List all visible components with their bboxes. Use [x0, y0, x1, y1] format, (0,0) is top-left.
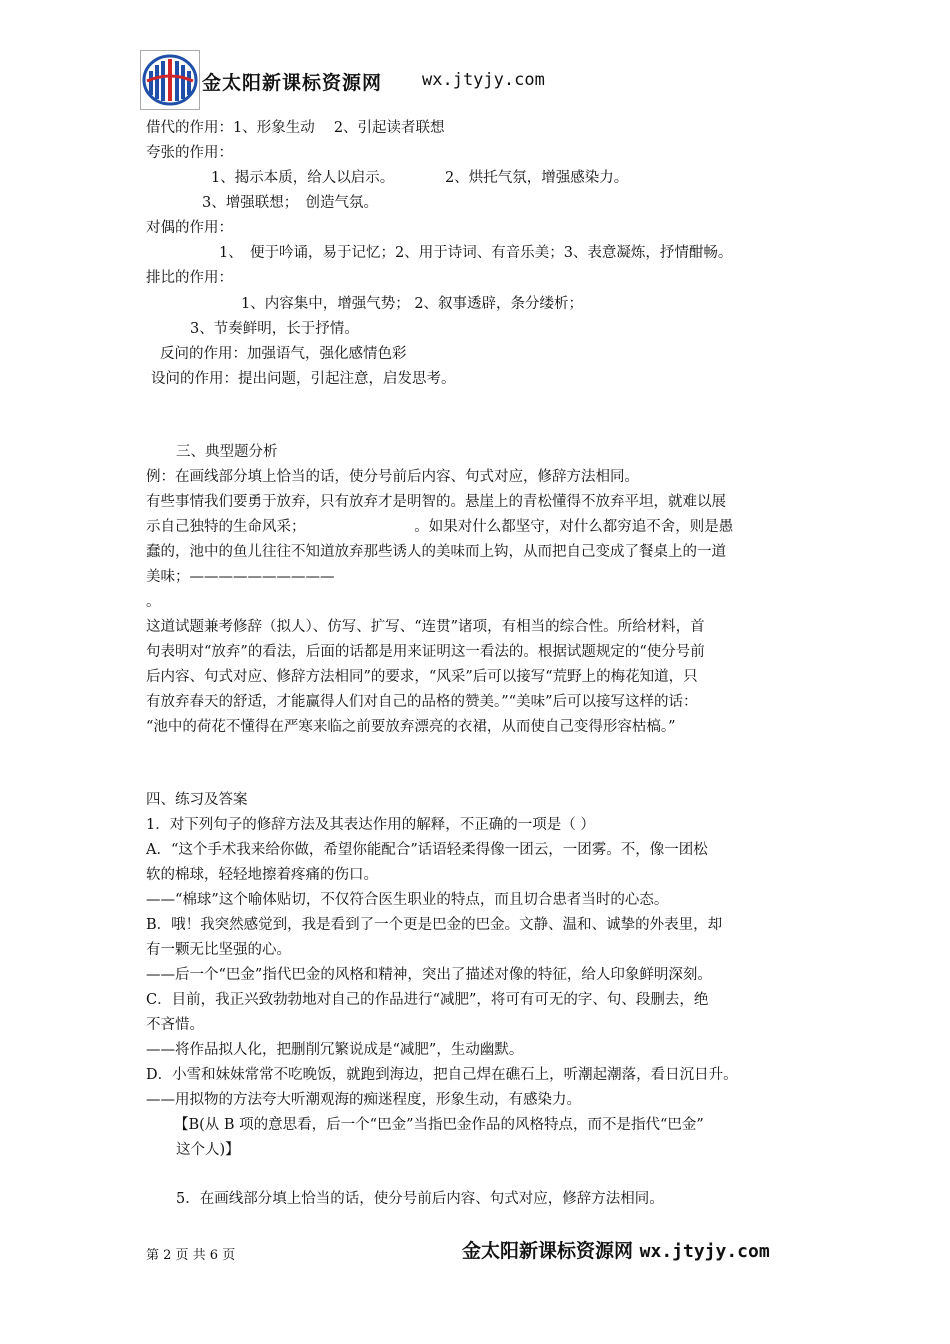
text-line: “池中的荷花不懂得在严寒来临之前要放弃漂亮的衣裙，从而使自己变得形容枯槁。” [146, 719, 676, 735]
text-line: 不吝惜。 [146, 1017, 204, 1033]
header-url[interactable]: wx.jtyjy.com [422, 70, 545, 90]
text-line: 3、增强联想； 创造气氛。 [202, 195, 378, 211]
text-line: 设问的作用：提出问题，引起注意，启发思考。 [151, 371, 456, 387]
page-number: 第 2 页 共 6 页 [146, 1248, 236, 1263]
text-line: 排比的作用： [146, 270, 233, 286]
text-line: 借代的作用：1、形象生动 2、引起读者联想 [146, 120, 445, 136]
text-line: ——用拟物的方法夸大听潮观海的痴迷程度，形象生动，有感染力。 [146, 1092, 581, 1108]
section-heading: 三、典型题分析 [176, 444, 278, 460]
question-text: 1．对下列句子的修辞方法及其表达作用的解释，不正确的一项是（ ） [146, 817, 595, 833]
text-line: 反问的作用：加强语气，强化感情色彩 [160, 346, 407, 362]
footer-brand-name: 金太阳新课标资源网 [462, 1240, 634, 1262]
text-line: 对偶的作用： [146, 220, 233, 236]
text-line: 1、内容集中，增强气势； 2、叙事透辟，条分缕析； [241, 296, 584, 312]
section-heading: 四、练习及答案 [146, 792, 248, 808]
answer-text: 这个人)】 [176, 1142, 240, 1158]
answer-text: 【B(从 B 项的意思看，后一个“巴金”当指巴金作品的风格特点，而不是指代“巴金” [174, 1117, 704, 1133]
text-line: 美味；—————————— [146, 569, 335, 585]
text-line: ——“棉球”这个喻体贴切，不仅符合医生职业的特点，而且切合患者当时的心态。 [146, 892, 669, 908]
text-line: 有一颗无比坚强的心。 [146, 942, 291, 958]
text-line: 1、 便于吟诵，易于记忆；2、用于诗词、有音乐美；3、表意凝炼，抒情酣畅。 [219, 245, 733, 261]
text-line: 3、节奏鲜明，长于抒情。 [190, 321, 359, 337]
question-text: 5．在画线部分填上恰当的话，使分号前后内容、句式对应，修辞方法相同。 [176, 1191, 664, 1207]
text-line: 软的棉球，轻轻地擦着疼痛的伤口。 [146, 867, 378, 883]
header-title: 金太阳新课标资源网 [202, 72, 383, 94]
text-line: 句表明对“放弃”的看法，后面的话都是用来证明这一看法的。根据试题规定的“使分号前 [146, 644, 705, 660]
option-a: A．“这个手术我来给你做，希望你能配合”话语轻柔得像一团云，一团雾。不，像一团松 [146, 842, 708, 858]
text-line: 这道试题兼考修辞（拟人）、仿写、扩写、“连贯”诸项，有相当的综合性。所给材料，首 [146, 619, 705, 635]
text-line: 1、揭示本质，给人以启示。 2、烘托气氛，增强感染力。 [211, 170, 629, 186]
site-logo [140, 50, 200, 110]
text-line: ——将作品拟人化，把删削冗繁说成是“减肥”，生动幽默。 [146, 1042, 524, 1058]
text-line: 夸张的作用： [146, 145, 233, 161]
text-line: 有放弃春天的舒适，才能赢得人们对自己的品格的赞美。”“美味”后可以接写这样的话： [146, 694, 698, 710]
text-line: 有些事情我们要勇于放弃，只有放弃才是明智的。悬崖上的青松懂得不放弃平坦，就难以展 [146, 494, 726, 510]
text-line: 蠢的，池中的鱼儿往往不知道放弃那些诱人的美味而上钩，从而把自己变成了餐桌上的一道 [146, 544, 726, 560]
footer-url[interactable]: wx.jtyjy.com [639, 1241, 770, 1262]
option-b: B．哦！我突然感觉到，我是看到了一个更是巴金的巴金。文静、温和、诚挚的外表里，却 [146, 917, 723, 933]
option-d: D．小雪和妹妹常常不吃晚饭，就跑到海边，把自己焊在礁石上，听潮起潮落，看日沉日升。 [146, 1067, 738, 1083]
text-line: 示自己独特的生命风采； 。如果对什么都坚守，对什么都穷追不舍，则是愚 [146, 519, 734, 535]
page-header [140, 50, 600, 110]
text-line: 。 [146, 594, 161, 610]
text-line: ——后一个“巴金”指代巴金的风格和精神，突出了描述对像的特征，给人印象鲜明深刻。 [146, 967, 712, 983]
text-line: 后内容、句式对应、修辞方法相同”的要求，“风采”后可以接写“荒野上的梅花知道，只 [146, 669, 698, 685]
footer-brand [462, 1236, 770, 1263]
text-line: 例：在画线部分填上恰当的话，使分号前后内容、句式对应，修辞方法相同。 [146, 469, 639, 485]
option-c: C．目前，我正兴致勃勃地对自己的作品进行“减肥”，将可有可无的字、句、段删去，绝 [146, 992, 709, 1008]
